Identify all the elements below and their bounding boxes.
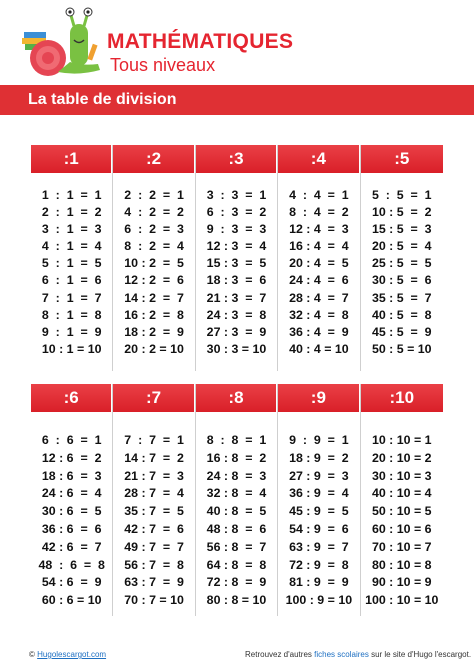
division-fact: 6 : 3 = 2 (206, 205, 267, 220)
section-banner (0, 85, 474, 115)
division-fact: 40 : 4 = 10 (289, 341, 349, 356)
table-body (278, 173, 359, 358)
table-header: :6 (31, 384, 112, 412)
fiches-link[interactable]: fiches scolaires (314, 650, 369, 659)
division-fact: 4 : 4 = 1 (289, 188, 349, 202)
table-header: :3 (196, 145, 277, 173)
division-fact: 16 : 4 = 4 (289, 239, 349, 254)
division-fact: 30 : 5 = 6 (371, 273, 432, 288)
division-fact: 2 : 2 = 1 (124, 188, 184, 202)
division-table (278, 145, 360, 371)
division-fact: 7 : 7 = 1 (124, 433, 184, 447)
table-header: :7 (113, 384, 194, 412)
division-fact: 40 : 8 = 5 (206, 504, 267, 519)
division-fact: 72 : 8 = 9 (206, 575, 267, 590)
division-fact: 8 : 2 = 4 (124, 239, 184, 254)
copyright-symbol: © (29, 650, 35, 659)
division-fact: 42 : 7 = 6 (124, 521, 184, 536)
table-header: :9 (278, 384, 359, 412)
division-fact: 30 : 10 = 3 (371, 468, 432, 483)
division-fact: 20 : 4 = 5 (289, 256, 349, 271)
division-table (196, 145, 278, 371)
division-fact: 4 : 2 = 2 (124, 205, 184, 220)
division-fact: 4 : 1 = 4 (41, 239, 102, 254)
division-fact: 35 : 7 = 5 (124, 504, 184, 519)
division-fact: 45 : 9 = 5 (289, 504, 349, 519)
table-body (31, 173, 112, 358)
division-fact: 42 : 6 = 7 (41, 539, 102, 554)
division-fact: 6 : 2 = 3 (124, 222, 184, 237)
table-body (196, 412, 277, 610)
table-body (361, 173, 443, 358)
division-fact: 15 : 3 = 5 (206, 256, 267, 271)
footer-note (245, 650, 471, 659)
division-fact: 64 : 8 = 8 (206, 557, 267, 572)
division-fact: 50 : 10 = 5 (371, 504, 432, 519)
division-fact: 8 : 1 = 8 (41, 307, 102, 322)
division-fact: 10 : 10 = 1 (371, 433, 432, 447)
division-table (31, 145, 113, 371)
division-fact: 9 : 3 = 3 (206, 222, 267, 237)
division-fact: 25 : 5 = 5 (371, 256, 432, 271)
division-fact: 27 : 3 = 9 (206, 324, 267, 339)
division-tables-grid (31, 145, 443, 608)
division-table (113, 384, 195, 616)
division-fact: 12 : 6 = 2 (41, 450, 102, 465)
division-fact: 70 : 10 = 7 (371, 539, 432, 554)
division-fact: 36 : 4 = 9 (289, 324, 349, 339)
division-fact: 18 : 6 = 3 (41, 468, 102, 483)
division-fact: 54 : 9 = 6 (289, 521, 349, 536)
division-fact: 3 : 3 = 1 (206, 188, 267, 202)
division-fact: 20 : 10 = 2 (371, 450, 432, 465)
division-fact: 30 : 3 = 10 (206, 341, 267, 356)
division-fact: 60 : 10 = 6 (371, 521, 432, 536)
division-fact: 24 : 4 = 6 (289, 273, 349, 288)
division-fact: 49 : 7 = 7 (124, 539, 184, 554)
division-fact: 100 : 10 = 10 (365, 593, 439, 608)
table-body (31, 412, 112, 610)
table-body (113, 173, 194, 358)
division-fact: 2 : 1 = 2 (41, 205, 102, 220)
division-fact: 40 : 5 = 8 (371, 307, 432, 322)
table-header: :2 (113, 145, 194, 173)
division-fact: 9 : 9 = 1 (289, 433, 349, 447)
division-fact: 28 : 7 = 4 (124, 486, 184, 501)
division-fact: 70 : 7 = 10 (124, 593, 184, 608)
section-title: La table de division (28, 91, 177, 108)
table-header: :10 (361, 384, 443, 412)
table-header: :1 (31, 145, 112, 173)
division-fact: 5 : 5 = 1 (371, 188, 432, 202)
division-fact: 18 : 9 = 2 (289, 450, 349, 465)
snail-logo (18, 6, 108, 78)
division-fact: 16 : 2 = 8 (124, 307, 184, 322)
division-fact: 60 : 6 = 10 (41, 593, 102, 608)
table-body (278, 412, 359, 610)
footer-text-after: sur le site d'Hugo l'escargot. (371, 650, 472, 659)
division-fact: 8 : 8 = 1 (206, 433, 267, 447)
tables-row-1 (31, 145, 443, 371)
division-fact: 48 : 6 = 8 (38, 557, 105, 572)
table-header: :5 (361, 145, 443, 173)
division-fact: 21 : 3 = 7 (206, 290, 267, 305)
division-table (361, 384, 443, 616)
division-fact: 56 : 8 = 7 (206, 539, 267, 554)
division-fact: 24 : 8 = 3 (206, 468, 267, 483)
division-fact: 10 : 1 = 10 (41, 341, 102, 356)
division-fact: 15 : 5 = 3 (371, 222, 432, 237)
division-table (31, 384, 113, 616)
copyright (29, 650, 106, 659)
division-fact: 20 : 5 = 4 (371, 239, 432, 254)
division-fact: 12 : 3 = 4 (206, 239, 267, 254)
division-fact: 63 : 9 = 7 (289, 539, 349, 554)
division-fact: 16 : 8 = 2 (206, 450, 267, 465)
division-fact: 24 : 3 = 8 (206, 307, 267, 322)
division-fact: 6 : 1 = 6 (41, 273, 102, 288)
footer-text-before: Retrouvez d'autres (245, 650, 312, 659)
division-fact: 12 : 2 = 6 (124, 273, 184, 288)
division-fact: 28 : 4 = 7 (289, 290, 349, 305)
table-body (113, 412, 194, 610)
division-table (113, 145, 195, 371)
site-link[interactable]: Hugolescargot.com (37, 650, 107, 659)
division-fact: 32 : 4 = 8 (289, 307, 349, 322)
division-table (278, 384, 360, 616)
division-fact: 40 : 10 = 4 (371, 486, 432, 501)
division-fact: 9 : 1 = 9 (41, 324, 102, 339)
division-fact: 8 : 4 = 2 (289, 205, 349, 220)
division-fact: 63 : 7 = 9 (124, 575, 184, 590)
division-fact: 18 : 2 = 9 (124, 324, 184, 339)
division-fact: 81 : 9 = 9 (289, 575, 349, 590)
table-body (361, 412, 443, 610)
table-header: :8 (196, 384, 277, 412)
division-fact: 32 : 8 = 4 (206, 486, 267, 501)
division-table (196, 384, 278, 616)
page-footer (0, 645, 474, 670)
division-table (361, 145, 443, 371)
division-fact: 36 : 9 = 4 (289, 486, 349, 501)
division-fact: 45 : 5 = 9 (371, 324, 432, 339)
division-fact: 30 : 6 = 5 (41, 504, 102, 519)
division-fact: 7 : 1 = 7 (41, 290, 102, 305)
division-fact: 3 : 1 = 3 (41, 222, 102, 237)
division-fact: 54 : 6 = 9 (41, 575, 102, 590)
division-fact: 10 : 2 = 5 (124, 256, 184, 271)
division-fact: 72 : 9 = 8 (289, 557, 349, 572)
division-fact: 48 : 8 = 6 (206, 521, 267, 536)
division-fact: 14 : 2 = 7 (124, 290, 184, 305)
division-fact: 10 : 5 = 2 (371, 205, 432, 220)
division-fact: 90 : 10 = 9 (371, 575, 432, 590)
division-fact: 6 : 6 = 1 (41, 433, 102, 447)
division-fact: 18 : 3 = 6 (206, 273, 267, 288)
division-fact: 80 : 8 = 10 (206, 593, 267, 608)
division-fact: 12 : 4 = 3 (289, 222, 349, 237)
division-fact: 35 : 5 = 7 (371, 290, 432, 305)
division-fact: 80 : 10 = 8 (371, 557, 432, 572)
division-fact: 20 : 2 = 10 (124, 341, 184, 356)
page-subtitle: Tous niveaux (110, 55, 216, 75)
division-fact: 50 : 5 = 10 (371, 341, 432, 356)
division-fact: 100 : 9 = 10 (285, 593, 353, 608)
division-fact: 36 : 6 = 6 (41, 521, 102, 536)
division-fact: 21 : 7 = 3 (124, 468, 184, 483)
division-fact: 14 : 7 = 2 (124, 450, 184, 465)
tables-row-2 (31, 384, 443, 616)
table-body (196, 173, 277, 358)
division-fact: 56 : 7 = 8 (124, 557, 184, 572)
page-title: MATHÉMATIQUES (107, 30, 294, 53)
division-fact: 1 : 1 = 1 (41, 188, 102, 202)
division-fact: 24 : 6 = 4 (41, 486, 102, 501)
division-fact: 27 : 9 = 3 (289, 468, 349, 483)
division-fact: 5 : 1 = 5 (41, 256, 102, 271)
table-header: :4 (278, 145, 359, 173)
